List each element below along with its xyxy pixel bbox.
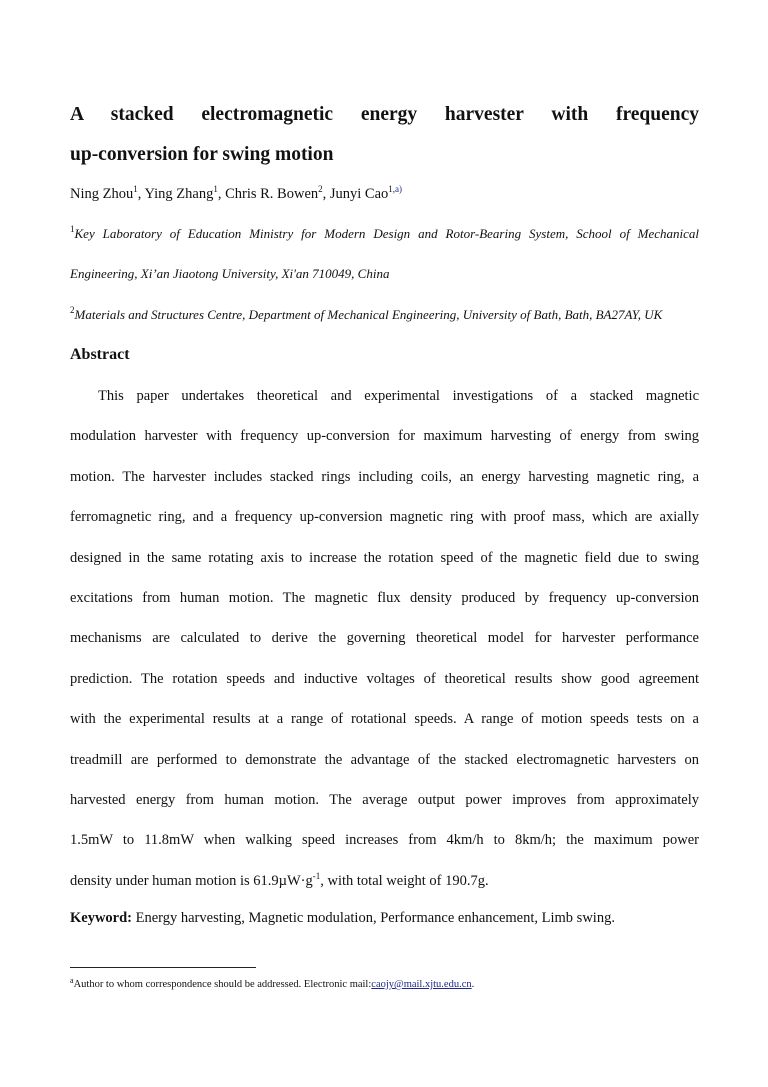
paper-title-line-1: A stacked electromagnetic energy harvester with frequency <box>70 104 699 125</box>
abstract-line: treadmill are performed to demonstrate the advantage of the stacked electromagnetic harvesters on <box>70 751 699 768</box>
author-separator: , <box>217 186 226 202</box>
abstract-line: modulation harvester with frequency up-conversion for maximum harvesting of energy from swing <box>70 428 699 445</box>
affiliation-1-line-2: Engineering, Xi’an Jiaotong University, Xi'an 710049, China <box>70 266 390 281</box>
keywords-label: Keyword: <box>70 910 133 926</box>
abstract-line: designed in the same rotating axis to increase the rotation speed of the magnetic field due to swing <box>70 549 699 566</box>
affiliation-1-line-1 <box>70 224 699 244</box>
abstract-line: prediction. The rotation speeds and inductive voltages of theoretical results show good agreement <box>70 670 699 687</box>
affiliation-number: 1, <box>388 184 396 194</box>
abstract-line-last <box>70 870 699 892</box>
abstract-line: ferromagnetic ring, and a frequency up-conversion magnetic ring with proof mass, which are axially <box>70 509 699 526</box>
keywords <box>70 907 615 929</box>
author-name: Ning Zhou <box>70 186 134 202</box>
footnote-mark: a <box>70 976 74 985</box>
affiliation-mark: 2 <box>70 305 75 315</box>
author-list <box>70 183 402 205</box>
abstract-line: with the experimental results at a range of rotational speeds. A range of motion speeds tests on a <box>70 711 699 728</box>
author-separator: , <box>322 186 330 202</box>
footnote-divider <box>70 967 256 968</box>
affiliation-mark: 2 <box>318 184 323 194</box>
footnote-trailing: . <box>471 979 475 990</box>
abstract-heading: Abstract <box>70 346 130 363</box>
affiliation-mark <box>388 184 402 194</box>
unit-exponent: -1 <box>312 871 321 881</box>
affiliation-2 <box>70 305 699 325</box>
footnote <box>70 977 474 993</box>
affiliation-mark: 1 <box>133 184 138 194</box>
abstract-line: motion. The harvester includes stacked rings including coils, an energy harvesting magnetic ring, a <box>70 468 699 485</box>
abstract-line: This paper undertakes theoretical and experimental investigations of a stacked magnetic <box>98 388 699 404</box>
abstract-text: density under human motion is 61.9µW·g <box>70 873 313 889</box>
footnote-text: Author to whom correspondence should be addressed. Electronic mail: <box>73 979 372 990</box>
author-separator: , <box>137 186 145 202</box>
email-link[interactable]: caojy@mail.xjtu.edu.cn <box>371 979 472 990</box>
abstract-line: 1.5mW to 11.8mW when walking speed increases from 4km/h to 8km/h; the maximum power <box>70 832 699 849</box>
paper-title-line-2: up-conversion for swing motion <box>70 144 334 165</box>
affiliation-mark: 1 <box>70 224 75 234</box>
corresponding-author-link[interactable]: a) <box>395 184 403 194</box>
affiliation-mark: 1 <box>213 184 218 194</box>
author-name: Chris R. Bowen <box>225 186 319 202</box>
abstract-line: excitations from human motion. The magnetic flux density produced by frequency up-conversion <box>70 590 699 606</box>
affiliation-text: Key Laboratory of Education Ministry for Modern Design and Rotor-Bearing System, School of Mechanical <box>74 226 699 241</box>
abstract-line: mechanisms are calculated to derive the governing theoretical model for harvester performance <box>70 630 699 647</box>
abstract-text: , with total weight of 190.7g. <box>320 873 489 889</box>
author-name: Junyi Cao <box>329 186 389 202</box>
keywords-text: Energy harvesting, Magnetic modulation, Performance enhancement, Limb swing. <box>132 910 615 926</box>
affiliation-text: Materials and Structures Centre, Department of Mechanical Engineering, University of Bath, Bath, BA27AY, UK <box>74 307 663 322</box>
abstract-line: harvested energy from human motion. The average output power improves from approximately <box>70 792 699 808</box>
author-name: Ying Zhang <box>144 186 214 202</box>
